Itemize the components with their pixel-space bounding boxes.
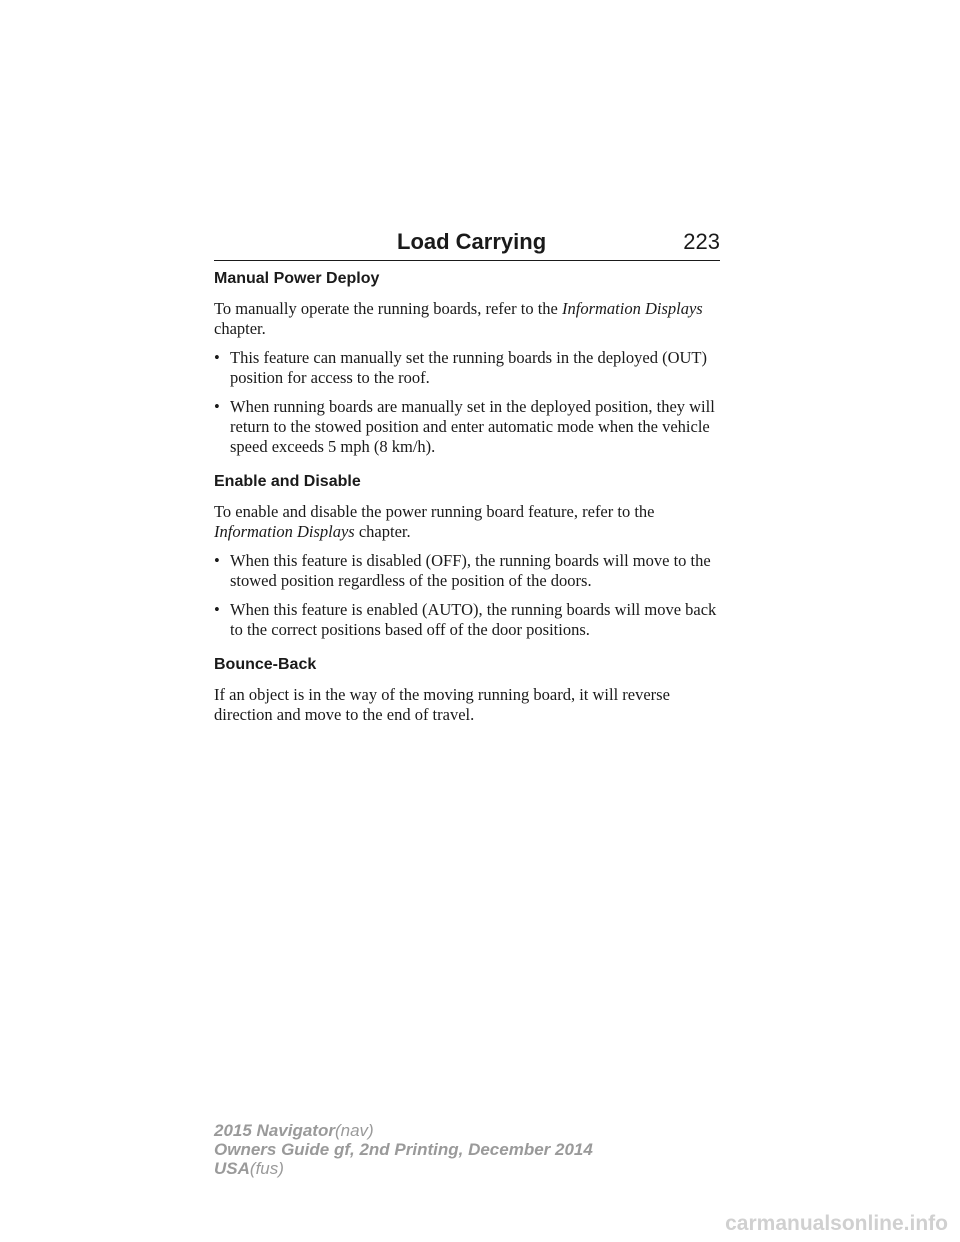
bullet-icon: • bbox=[214, 600, 220, 619]
bullet-icon: • bbox=[214, 397, 220, 416]
list-item-text: When running boards are manually set in the deployed position, they will return to the stowed position and enter automatic mode when the vehicle speed exceeds 5 mph (8 km/h). bbox=[230, 397, 715, 456]
section-intro bbox=[214, 502, 724, 542]
footer-line-market bbox=[214, 1159, 593, 1178]
bullet-icon: • bbox=[214, 551, 220, 570]
list-item bbox=[214, 348, 724, 388]
section-enable-disable bbox=[214, 471, 724, 640]
document-footer bbox=[214, 1121, 593, 1178]
cross-reference-link[interactable]: Information Displays bbox=[561, 299, 703, 318]
bullet-list bbox=[214, 348, 724, 457]
page-header bbox=[214, 226, 720, 261]
list-item bbox=[214, 397, 724, 457]
footer-model: 2015 Navigator bbox=[214, 1121, 335, 1140]
list-item bbox=[214, 551, 724, 591]
section-intro bbox=[214, 299, 724, 339]
bullet-icon: • bbox=[214, 348, 220, 367]
intro-text: To manually operate the running boards, refer to the bbox=[214, 299, 562, 318]
footer-line-guide bbox=[214, 1140, 593, 1159]
footer-market-code: (fus) bbox=[249, 1159, 284, 1178]
cross-reference-link[interactable]: Information Displays bbox=[214, 522, 355, 541]
intro-end: chapter. bbox=[354, 522, 411, 541]
page-content bbox=[214, 268, 724, 739]
page-number: 223 bbox=[683, 229, 720, 254]
section-title: Bounce-Back bbox=[214, 656, 317, 673]
list-item-text: When this feature is enabled (AUTO), the running boards will move back to the correct positions based off of the door positions. bbox=[230, 600, 717, 639]
section-title: Enable and Disable bbox=[214, 473, 361, 490]
chapter-title: Load Carrying bbox=[397, 229, 547, 254]
list-item bbox=[214, 600, 724, 640]
footer-market: USA bbox=[214, 1159, 250, 1178]
section-body: If an object is in the way of the moving running board, it will reverse direction and move to the end of travel. bbox=[214, 685, 670, 724]
list-item-text: This feature can manually set the running boards in the deployed (OUT) position for access to the roof. bbox=[230, 348, 707, 387]
section-title: Manual Power Deploy bbox=[214, 270, 380, 287]
section-bounce-back bbox=[214, 654, 724, 725]
list-item-text: When this feature is disabled (OFF), the running boards will move to the stowed position regardless of the position of the doors. bbox=[230, 551, 711, 590]
intro-text: To enable and disable the power running board feature, refer to the bbox=[214, 502, 655, 521]
intro-end: chapter. bbox=[214, 319, 266, 338]
watermark: carmanualsonline.info bbox=[725, 1212, 948, 1235]
section-manual-power-deploy bbox=[214, 268, 724, 457]
footer-line-model bbox=[214, 1121, 593, 1140]
footer-guide: Owners Guide gf, 2nd Printing, December 2014 bbox=[214, 1140, 593, 1159]
footer-model-code: (nav) bbox=[334, 1121, 374, 1140]
bullet-list bbox=[214, 551, 724, 640]
